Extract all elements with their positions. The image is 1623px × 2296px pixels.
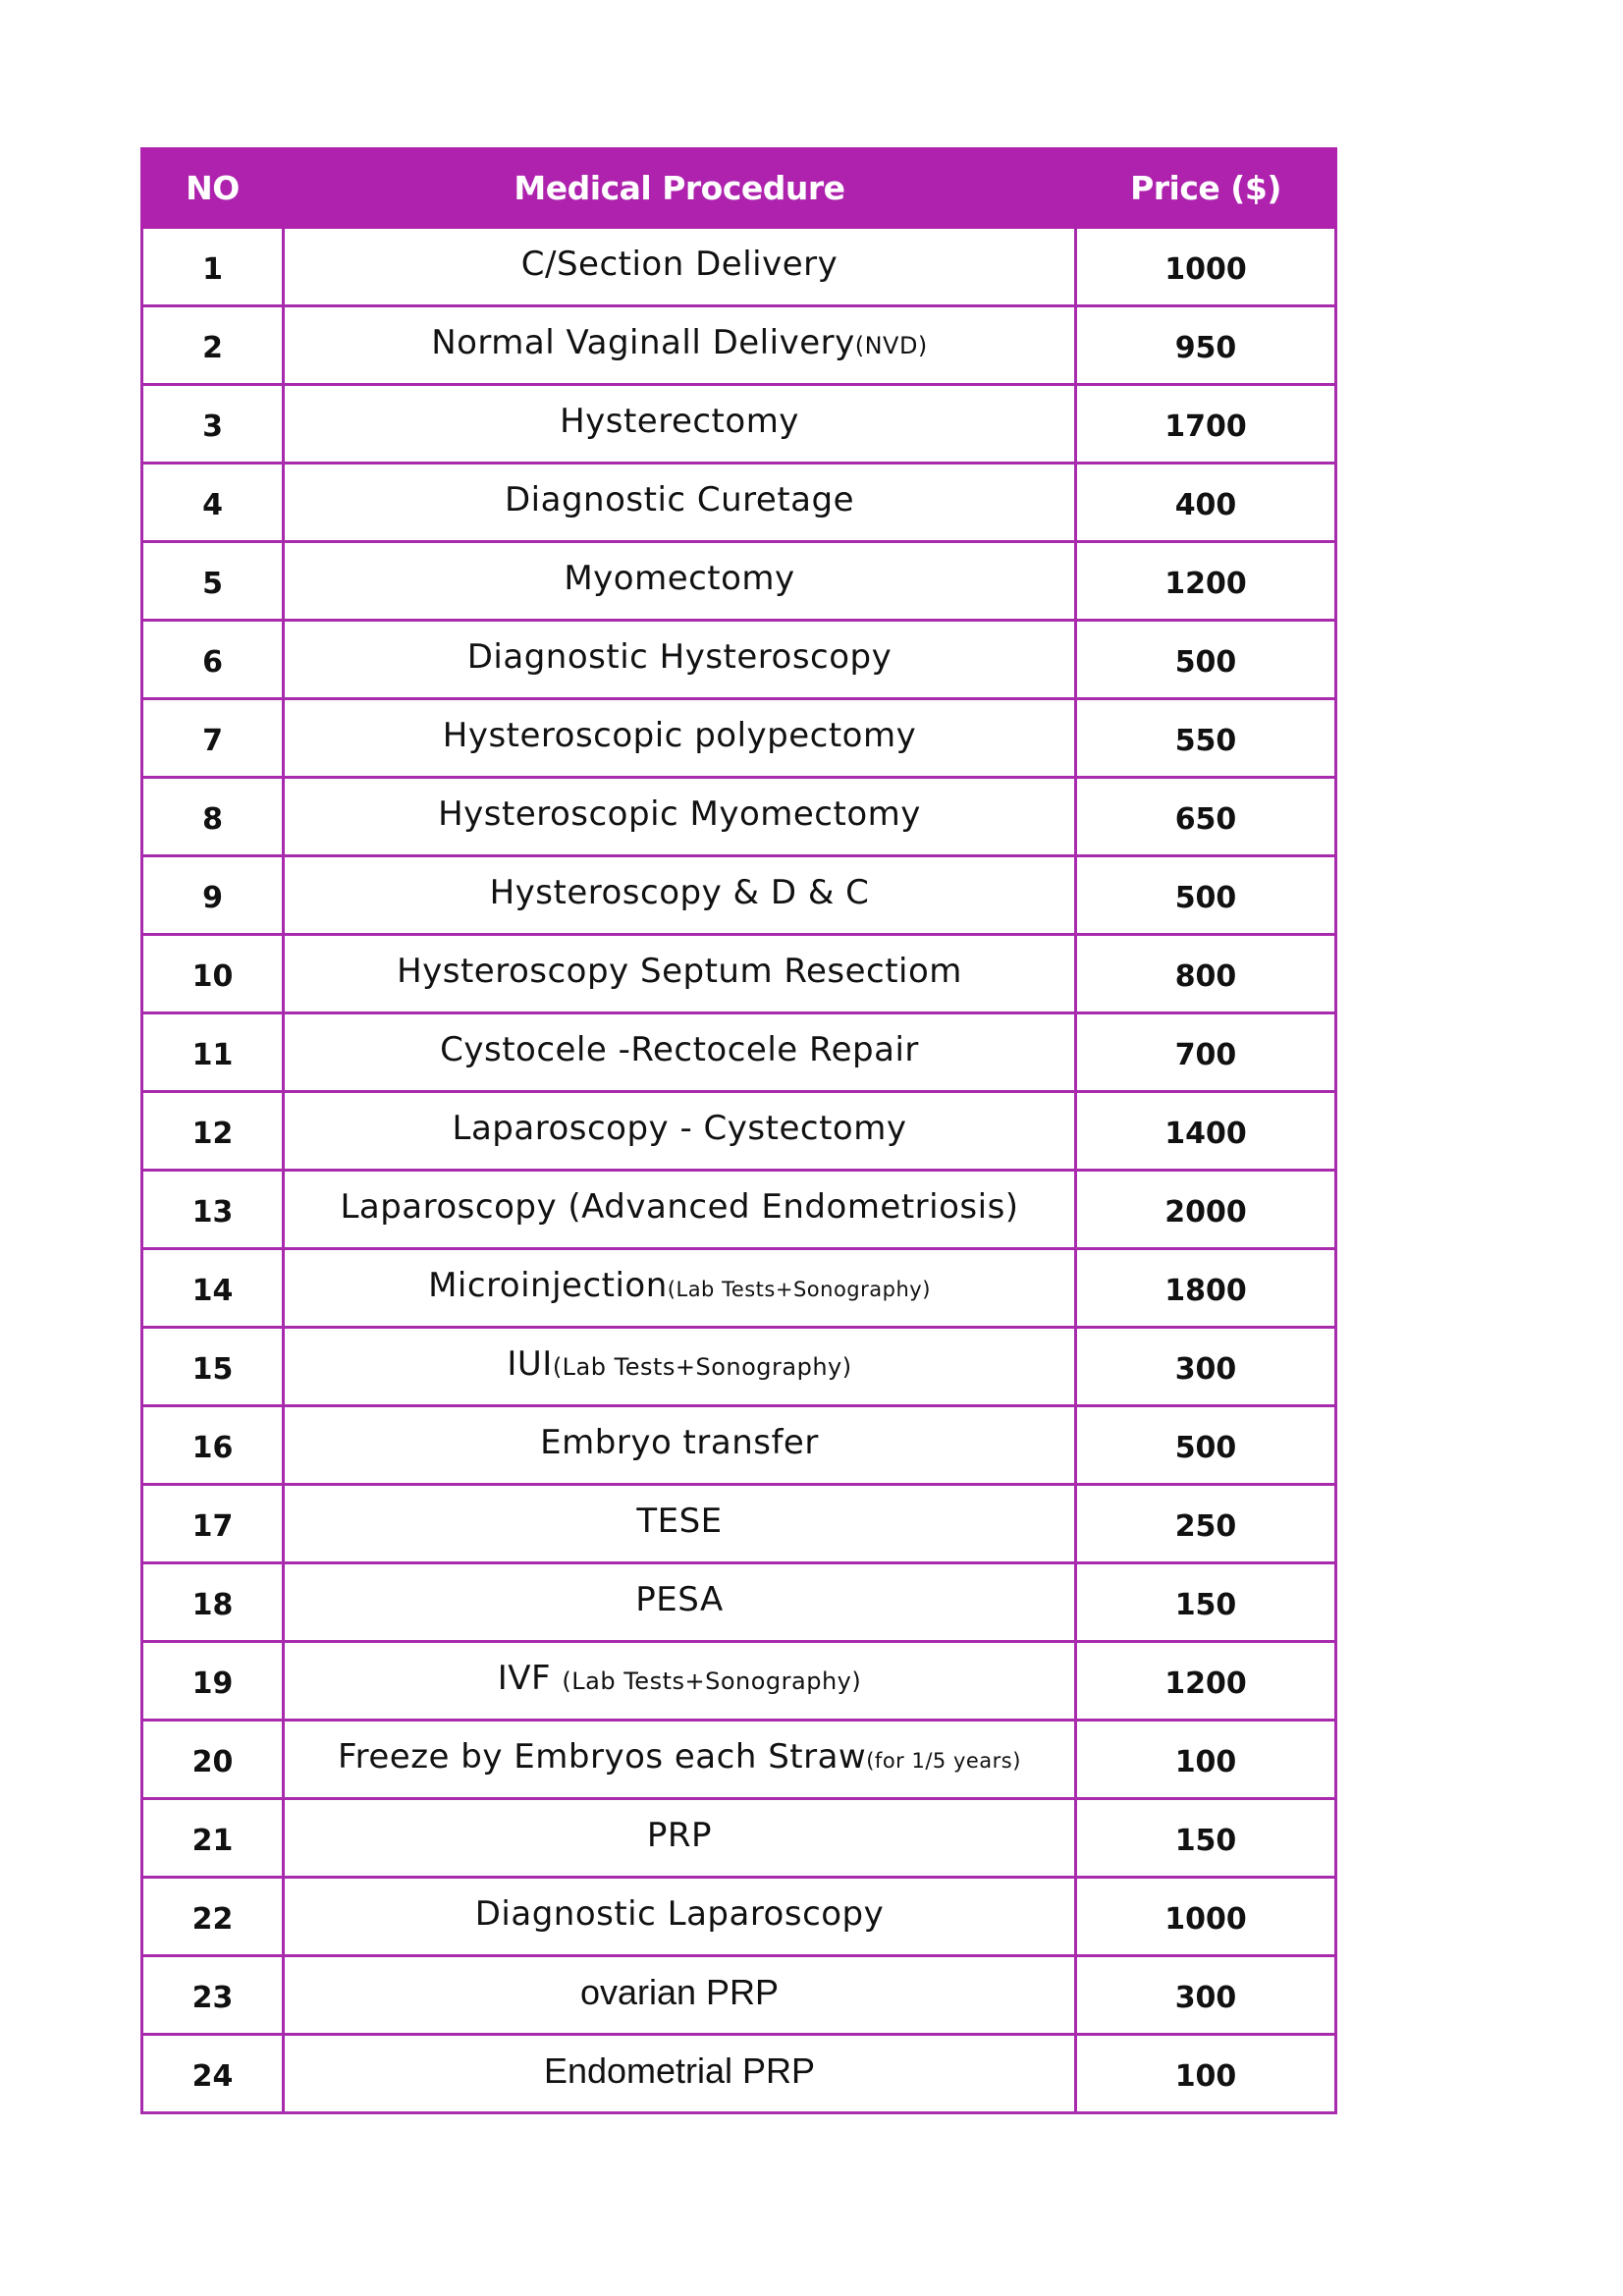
procedure-cell xyxy=(284,1328,1076,1406)
table-row xyxy=(142,228,1336,306)
price-cell: 400 xyxy=(1076,464,1336,542)
procedure-name: C/Section Delivery xyxy=(520,244,839,284)
price-cell: 500 xyxy=(1076,621,1336,699)
row-number: 6 xyxy=(142,621,284,699)
price-cell: 1200 xyxy=(1076,542,1336,621)
procedure-note: (Lab Tests+Sonography) xyxy=(562,1667,862,1695)
price-cell: 300 xyxy=(1076,1328,1336,1406)
procedure-name: PRP xyxy=(646,1815,713,1855)
row-number: 19 xyxy=(142,1642,284,1721)
row-number: 16 xyxy=(142,1406,284,1485)
row-number: 11 xyxy=(142,1013,284,1092)
procedure-cell xyxy=(284,464,1076,542)
table-header xyxy=(142,149,1336,228)
table-row xyxy=(142,778,1336,856)
row-number: 4 xyxy=(142,464,284,542)
table-row xyxy=(142,1956,1336,2035)
price-cell: 1700 xyxy=(1076,385,1336,464)
procedure-cell xyxy=(284,1013,1076,1092)
price-cell: 2000 xyxy=(1076,1171,1336,1249)
table-row xyxy=(142,1878,1336,1956)
procedure-cell xyxy=(284,1092,1076,1171)
procedure-cell xyxy=(284,935,1076,1013)
procedure-name: ovarian PRP xyxy=(579,1971,780,2012)
row-number: 3 xyxy=(142,385,284,464)
row-number: 2 xyxy=(142,306,284,385)
procedure-cell xyxy=(284,778,1076,856)
procedure-name: Hysteroscopy & D & C xyxy=(489,872,870,912)
procedure-name: IUI xyxy=(507,1343,553,1384)
procedure-name: Myomectomy xyxy=(564,558,795,598)
table-row xyxy=(142,699,1336,778)
table-row xyxy=(142,935,1336,1013)
price-cell: 100 xyxy=(1076,2035,1336,2113)
table-row xyxy=(142,1799,1336,1878)
table-row xyxy=(142,621,1336,699)
row-number: 13 xyxy=(142,1171,284,1249)
price-cell: 250 xyxy=(1076,1485,1336,1563)
procedure-cell xyxy=(284,385,1076,464)
header-price: Price ($) xyxy=(1076,149,1336,228)
procedure-price-table xyxy=(140,147,1337,2114)
row-number: 8 xyxy=(142,778,284,856)
price-cell: 650 xyxy=(1076,778,1336,856)
price-cell: 800 xyxy=(1076,935,1336,1013)
table-row xyxy=(142,2035,1336,2113)
table-row xyxy=(142,1171,1336,1249)
procedure-name: Hysteroscopic Myomectomy xyxy=(438,793,921,834)
procedure-name: Hysterectomy xyxy=(560,401,799,441)
procedure-name: Diagnostic Hysteroscopy xyxy=(466,636,893,677)
table-row xyxy=(142,1485,1336,1563)
row-number: 9 xyxy=(142,856,284,935)
row-number: 5 xyxy=(142,542,284,621)
row-number: 14 xyxy=(142,1249,284,1328)
procedure-cell xyxy=(284,1878,1076,1956)
table-row xyxy=(142,542,1336,621)
price-cell: 950 xyxy=(1076,306,1336,385)
row-number: 15 xyxy=(142,1328,284,1406)
procedure-cell xyxy=(284,2035,1076,2113)
procedure-name: Endometrial PRP xyxy=(543,2050,816,2091)
procedure-cell xyxy=(284,1956,1076,2035)
row-number: 24 xyxy=(142,2035,284,2113)
row-number: 18 xyxy=(142,1563,284,1642)
procedure-name: Laparoscopy (Advanced Endometriosis) xyxy=(340,1186,1019,1227)
procedure-cell xyxy=(284,1249,1076,1328)
procedure-name: Laparoscopy - Cystectomy xyxy=(452,1108,907,1148)
procedure-cell xyxy=(284,542,1076,621)
procedure-note: (Lab Tests+Sonography) xyxy=(552,1352,852,1381)
row-number: 12 xyxy=(142,1092,284,1171)
procedure-name: Hysteroscopy Septum Resectiom xyxy=(397,951,962,991)
procedure-cell xyxy=(284,228,1076,306)
procedure-cell xyxy=(284,621,1076,699)
price-cell: 100 xyxy=(1076,1721,1336,1799)
price-cell: 1000 xyxy=(1076,1878,1336,1956)
price-cell: 150 xyxy=(1076,1799,1336,1878)
price-cell: 700 xyxy=(1076,1013,1336,1092)
procedure-cell xyxy=(284,699,1076,778)
row-number: 23 xyxy=(142,1956,284,2035)
price-cell: 1800 xyxy=(1076,1249,1336,1328)
procedure-name: Diagnostic Curetage xyxy=(505,479,854,519)
price-cell: 500 xyxy=(1076,856,1336,935)
table-row xyxy=(142,1406,1336,1485)
procedure-name: Hysteroscopic polypectomy xyxy=(442,715,917,755)
row-number: 10 xyxy=(142,935,284,1013)
procedure-name: Embryo transfer xyxy=(540,1422,819,1462)
procedure-note: (Lab Tests+Sonography) xyxy=(667,1277,931,1301)
procedure-name: Normal Vaginall Delivery xyxy=(431,322,855,362)
procedure-name: Microinjection xyxy=(428,1265,668,1305)
procedure-cell xyxy=(284,306,1076,385)
table-row xyxy=(142,1092,1336,1171)
table-row xyxy=(142,385,1336,464)
procedure-cell xyxy=(284,1799,1076,1878)
procedure-cell xyxy=(284,1721,1076,1799)
table-row xyxy=(142,1563,1336,1642)
row-number: 21 xyxy=(142,1799,284,1878)
price-cell: 550 xyxy=(1076,699,1336,778)
procedure-cell xyxy=(284,1642,1076,1721)
table-row xyxy=(142,1013,1336,1092)
row-number: 1 xyxy=(142,228,284,306)
procedure-name: IVF xyxy=(497,1658,563,1698)
procedure-name: Cystocele -Rectocele Repair xyxy=(440,1029,919,1069)
header-row xyxy=(142,149,1336,228)
table-row xyxy=(142,1642,1336,1721)
row-number: 17 xyxy=(142,1485,284,1563)
table-body xyxy=(142,228,1336,2113)
procedure-name: TESE xyxy=(636,1501,723,1541)
price-cell: 150 xyxy=(1076,1563,1336,1642)
header-procedure: Medical Procedure xyxy=(284,149,1076,228)
table-row xyxy=(142,306,1336,385)
price-cell: 1200 xyxy=(1076,1642,1336,1721)
table-row xyxy=(142,1328,1336,1406)
procedure-note: (for 1/5 years) xyxy=(866,1748,1021,1773)
procedure-cell xyxy=(284,856,1076,935)
procedure-cell xyxy=(284,1485,1076,1563)
procedure-cell xyxy=(284,1406,1076,1485)
table-row xyxy=(142,1249,1336,1328)
header-no: NO xyxy=(142,149,284,228)
row-number: 7 xyxy=(142,699,284,778)
price-cell: 1400 xyxy=(1076,1092,1336,1171)
table-row xyxy=(142,1721,1336,1799)
procedure-cell xyxy=(284,1171,1076,1249)
procedure-name: Freeze by Embryos each Straw xyxy=(338,1736,867,1777)
procedure-cell xyxy=(284,1563,1076,1642)
table-row xyxy=(142,856,1336,935)
procedure-name: Diagnostic Laparoscopy xyxy=(474,1893,885,1934)
procedure-name: PESA xyxy=(635,1579,724,1619)
procedure-note: (NVD) xyxy=(854,331,928,359)
row-number: 22 xyxy=(142,1878,284,1956)
table-row xyxy=(142,464,1336,542)
row-number: 20 xyxy=(142,1721,284,1799)
price-cell: 500 xyxy=(1076,1406,1336,1485)
price-cell: 1000 xyxy=(1076,228,1336,306)
price-cell: 300 xyxy=(1076,1956,1336,2035)
